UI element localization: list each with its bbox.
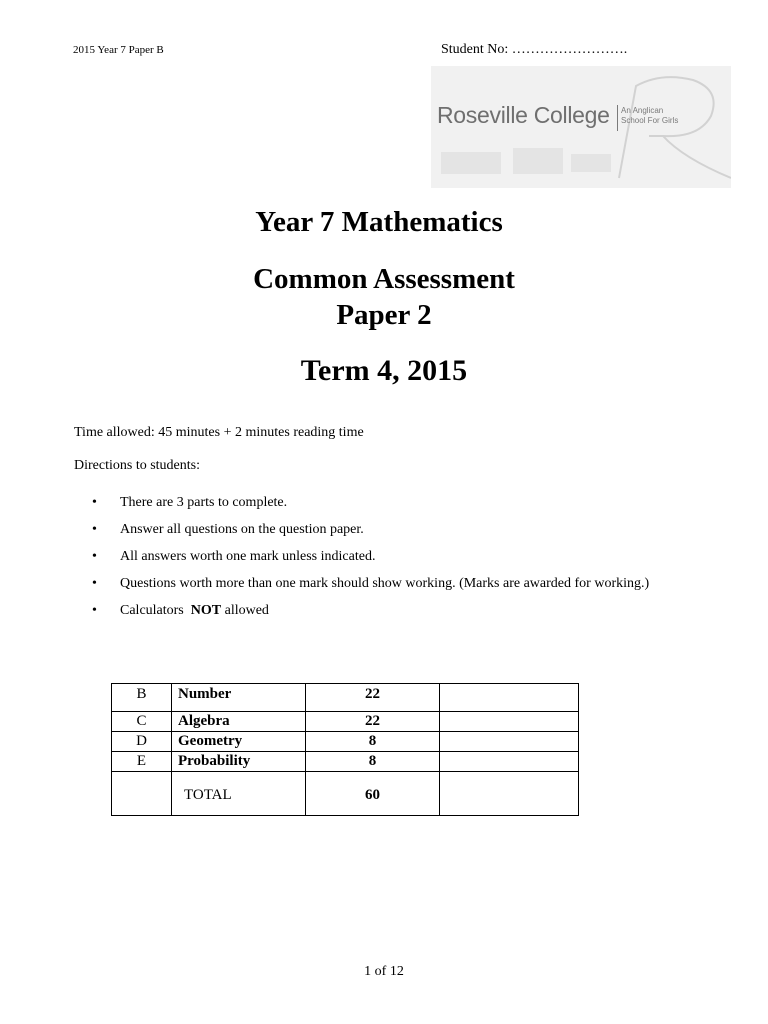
total-row bbox=[112, 772, 579, 816]
direction-item bbox=[92, 571, 672, 597]
direction-text: Questions worth more than one mark should show working. (Marks are awarded for working.) bbox=[120, 576, 650, 591]
direction-text: All answers worth one mark unless indicated. bbox=[120, 549, 376, 564]
directions-heading: Directions to students: bbox=[74, 458, 200, 473]
total-marks: 60 bbox=[306, 772, 440, 816]
total-label: TOTAL bbox=[172, 772, 306, 816]
score-cell bbox=[440, 772, 579, 816]
student-number-field: Student No: ……………………. bbox=[441, 42, 628, 57]
bullet-icon: • bbox=[92, 495, 97, 510]
direction-text: There are 3 parts to complete. bbox=[120, 495, 288, 510]
direction-text: Answer all questions on the question paper. bbox=[120, 522, 364, 537]
marks-cell: 8 bbox=[306, 732, 440, 752]
marks-cell: 22 bbox=[306, 684, 440, 712]
marks-cell: 8 bbox=[306, 752, 440, 772]
part-cell: E bbox=[112, 752, 172, 772]
table-row bbox=[112, 712, 579, 732]
part-cell bbox=[112, 772, 172, 816]
assessment-title: Common Assessment bbox=[253, 263, 515, 295]
school-logo bbox=[431, 66, 731, 188]
part-cell: D bbox=[112, 732, 172, 752]
logo-tagline-line1: An Anglican bbox=[621, 106, 664, 115]
direction-text-suffix: allowed bbox=[221, 603, 269, 618]
paper-title: Paper 2 bbox=[336, 299, 432, 331]
logo-name: Roseville College bbox=[437, 102, 610, 128]
table-row bbox=[112, 752, 579, 772]
direction-item bbox=[92, 490, 672, 516]
logo-tagline-line2: School For Girls bbox=[621, 116, 679, 125]
page-number: 1 of 12 bbox=[364, 964, 404, 979]
score-cell bbox=[440, 732, 579, 752]
direction-item bbox=[92, 517, 672, 543]
marks-table bbox=[111, 683, 579, 816]
table-row bbox=[112, 684, 579, 712]
logo-tagline bbox=[621, 106, 701, 126]
score-cell bbox=[440, 684, 579, 712]
table-row bbox=[112, 732, 579, 752]
bullet-icon: • bbox=[92, 576, 97, 591]
bullet-icon: • bbox=[92, 603, 97, 618]
part-cell: B bbox=[112, 684, 172, 712]
bullet-icon: • bbox=[92, 522, 97, 537]
direction-item bbox=[92, 544, 672, 570]
marks-cell: 22 bbox=[306, 712, 440, 732]
term-title: Term 4, 2015 bbox=[300, 354, 468, 387]
logo-divider bbox=[617, 105, 618, 131]
direction-emphasis: NOT bbox=[190, 603, 222, 618]
topic-cell: Number bbox=[172, 684, 306, 712]
topic-cell: Geometry bbox=[172, 732, 306, 752]
directions-list bbox=[92, 490, 672, 625]
time-allowed: Time allowed: 45 minutes + 2 minutes reading time bbox=[74, 425, 364, 440]
paper-code: 2015 Year 7 Paper B bbox=[73, 44, 164, 56]
score-cell bbox=[440, 752, 579, 772]
bullet-icon: • bbox=[92, 549, 97, 564]
score-cell bbox=[440, 712, 579, 732]
topic-cell: Algebra bbox=[172, 712, 306, 732]
document-title: Year 7 Mathematics bbox=[255, 206, 503, 238]
direction-text-prefix: Calculators bbox=[120, 603, 191, 618]
topic-cell: Probability bbox=[172, 752, 306, 772]
part-cell: C bbox=[112, 712, 172, 732]
direction-item bbox=[92, 598, 672, 624]
